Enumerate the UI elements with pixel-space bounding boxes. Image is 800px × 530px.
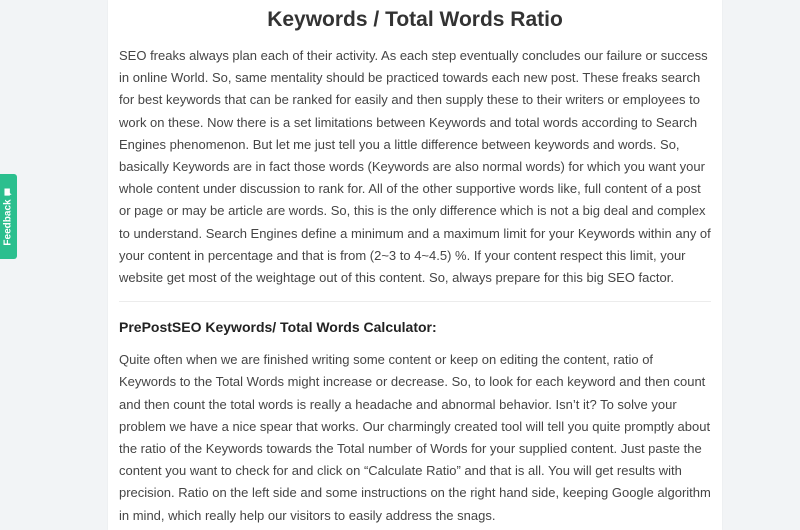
article-card xyxy=(108,0,722,530)
feedback-tab-content xyxy=(3,187,14,245)
article-title: Keywords / Total Words Ratio xyxy=(267,8,563,31)
section-divider xyxy=(119,301,711,302)
feedback-tab[interactable] xyxy=(0,174,17,259)
calculator-description-paragraph: Quite often when we are finished writing some content or keep on editing the content, ratio of Keywords to the Total Words might increase or decrease. So, to look for each keyword and then count and then count the total words is really a headache and abnormal behavior. Isn’t it? To solve your problem we have a nice spear that works. Our charmingly created tool will tell you quite promptly about the ratio of the Keywords towards the Total number of Words for your supplied content. Just paste the content you want to check for and click on “Calculate Ratio” and that is all. You will get results with precision. Ratio on the left side and some instructions on the right hand side, keeping Google algorithm in mind, which really help our visitors to easily address the snags. xyxy=(119,352,711,523)
chat-bubble-icon xyxy=(4,187,13,196)
section-subtitle: PrePostSEO Keywords/ Total Words Calculator: xyxy=(119,319,437,336)
intro-paragraph: SEO freaks always plan each of their activity. As each step eventually concludes our failure or success in online World. So, same mentality should be practiced towards each new post. These freaks search for best keywords that can be ranked for easily and then supply these to their writers or employees to work on these. Now there is a set limitations between Keywords and total words according to Search Engines phenomenon. But let me just tell you a little difference between keywords and words. So, basically Keywords are in fact those words (Keywords are also normal words) for which you want your whole content under discussion to rank for. All of the other supportive words like, full content of a post or page or may be article are words. So, this is the only difference which is not a big deal and complex to understand. Search Engines define a minimum and a maximum limit for your Keywords within any of your content in percentage and that is from (2~3 to 4~4.5) %. If your content respect this limit, your website get most of the weightage out of this content. So, always prepare for this big SEO factor. xyxy=(119,48,711,286)
feedback-label: Feedback xyxy=(3,199,15,246)
